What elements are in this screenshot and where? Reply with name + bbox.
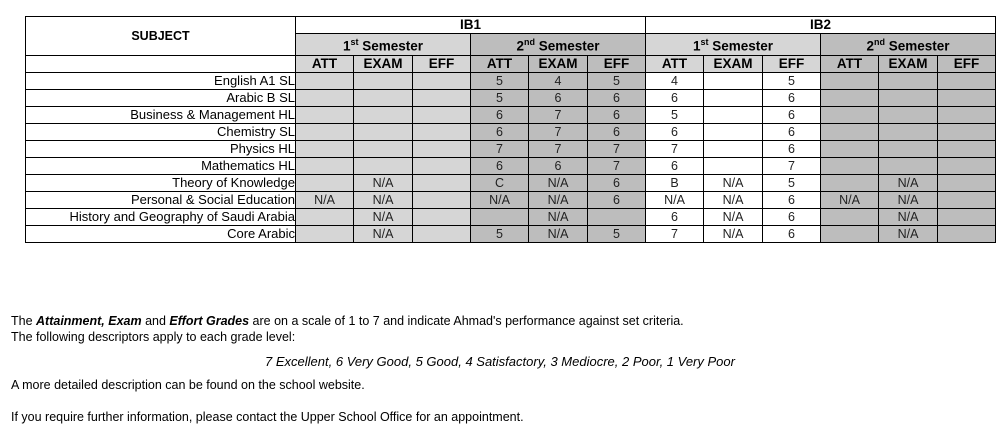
semester-number: 2: [866, 38, 874, 54]
grade-cell: [879, 106, 938, 123]
grade-cell: 6: [471, 123, 529, 140]
grade-cell: 6: [471, 157, 529, 174]
table-row: [26, 123, 996, 140]
semester-ordinal: st: [700, 37, 709, 47]
grade-cell: N/A: [821, 191, 879, 208]
grade-cell: [296, 157, 354, 174]
grade-cell: [938, 174, 996, 191]
semester-header: [821, 34, 996, 56]
grades-table: [25, 16, 996, 243]
column-header: ATT: [471, 55, 529, 72]
grade-cell: 6: [588, 89, 646, 106]
subject-name: Personal & Social Education: [26, 191, 296, 208]
grade-cell: 6: [763, 106, 821, 123]
grade-cell: 7: [529, 123, 588, 140]
column-header: EFF: [588, 55, 646, 72]
subject-name: History and Geography of Saudi Arabia: [26, 208, 296, 225]
grade-cell: [879, 123, 938, 140]
grade-cell: 5: [588, 72, 646, 89]
grade-cell: N/A: [529, 225, 588, 242]
grade-cell: 6: [763, 123, 821, 140]
table-row: [26, 225, 996, 242]
column-header: ATT: [821, 55, 879, 72]
grade-cell: 6: [763, 89, 821, 106]
grade-cell: 7: [588, 157, 646, 174]
grade-cell: 6: [471, 106, 529, 123]
grade-cell: 6: [646, 123, 704, 140]
grade-cell: 7: [588, 140, 646, 157]
grade-cell: [938, 191, 996, 208]
grade-cell: [821, 174, 879, 191]
grade-cell: [879, 89, 938, 106]
grade-cell: N/A: [879, 174, 938, 191]
grade-cell: [296, 208, 354, 225]
grade-cell: [704, 106, 763, 123]
grade-cell: 6: [588, 191, 646, 208]
grade-cell: N/A: [529, 174, 588, 191]
subject-name: Arabic B SL: [26, 89, 296, 106]
grade-cell: 7: [646, 140, 704, 157]
semester-header: [296, 34, 471, 56]
grade-cell: [821, 208, 879, 225]
grade-cell: [821, 140, 879, 157]
grade-cell: N/A: [704, 174, 763, 191]
semester-ordinal: nd: [523, 37, 535, 47]
grade-cell: 6: [529, 89, 588, 106]
grade-cell: N/A: [471, 191, 529, 208]
grade-cell: N/A: [879, 191, 938, 208]
blank-header-cell: [26, 55, 296, 72]
grade-cell: [821, 106, 879, 123]
subject-name: Physics HL: [26, 140, 296, 157]
grade-cell: [296, 140, 354, 157]
grade-cell: [296, 106, 354, 123]
table-row: [26, 89, 996, 106]
grade-cell: 6: [763, 225, 821, 242]
grade-cell: 6: [529, 157, 588, 174]
semester-header: [646, 34, 821, 56]
grade-cell: [413, 123, 471, 140]
grade-cell: [938, 225, 996, 242]
grade-cell: N/A: [879, 225, 938, 242]
grade-cell: [413, 72, 471, 89]
grade-cell: [354, 106, 413, 123]
semester-number: 1: [692, 38, 701, 54]
grade-cell: C: [471, 174, 529, 191]
note-text: are on a scale of 1 to 7 and indicate Ahmad's performance against set criteria.: [249, 314, 684, 328]
grade-cell: N/A: [646, 191, 704, 208]
table-row: [26, 191, 996, 208]
grade-cell: [354, 157, 413, 174]
column-header: EXAM: [529, 55, 588, 72]
grade-cell: N/A: [354, 225, 413, 242]
grade-cell: 6: [763, 208, 821, 225]
grade-cell: [354, 72, 413, 89]
table-row: [26, 140, 996, 157]
grade-cell: 6: [763, 140, 821, 157]
grade-cell: 6: [763, 191, 821, 208]
grade-cell: [413, 225, 471, 242]
grade-cell: [821, 123, 879, 140]
grade-cell: 7: [646, 225, 704, 242]
grade-cell: [938, 123, 996, 140]
website-note: A more detailed description can be found on the school website.: [11, 378, 365, 392]
contact-note: If you require further information, please contact the Upper School Office for an appointment.: [11, 410, 524, 424]
grade-cell: N/A: [879, 208, 938, 225]
grade-cell: 5: [588, 225, 646, 242]
column-header: EXAM: [354, 55, 413, 72]
subject-name: Mathematics HL: [26, 157, 296, 174]
grade-cell: [354, 140, 413, 157]
grade-cell: [879, 72, 938, 89]
grade-cell: 7: [763, 157, 821, 174]
column-header: EXAM: [879, 55, 938, 72]
grade-descriptors: 7 Excellent, 6 Very Good, 5 Good, 4 Satisfactory, 3 Mediocre, 2 Poor, 1 Very Poor: [265, 354, 735, 369]
semester-number: 2: [516, 38, 524, 54]
grade-cell: 7: [529, 140, 588, 157]
grade-cell: [296, 123, 354, 140]
table-row: [26, 72, 996, 89]
grade-cell: [296, 89, 354, 106]
year-header-ib2: IB2: [646, 17, 996, 34]
grade-cell: [938, 72, 996, 89]
note-text: The: [11, 314, 37, 328]
grade-cell: [471, 208, 529, 225]
subject-name: Chemistry SL: [26, 123, 296, 140]
grade-cell: [938, 89, 996, 106]
grade-cell: N/A: [704, 191, 763, 208]
grade-cell: N/A: [704, 208, 763, 225]
grade-cell: [413, 174, 471, 191]
grade-cell: [413, 191, 471, 208]
grade-cell: 5: [471, 89, 529, 106]
semester-label: Semester: [888, 38, 950, 54]
column-header: ATT: [296, 55, 354, 72]
grade-cell: 7: [529, 106, 588, 123]
table-row: [26, 106, 996, 123]
grade-cell: [879, 140, 938, 157]
grade-cell: [413, 106, 471, 123]
grade-cell: 6: [588, 174, 646, 191]
grade-cell: B: [646, 174, 704, 191]
table-row: [26, 174, 996, 191]
grade-cell: 6: [646, 89, 704, 106]
grade-cell: N/A: [354, 174, 413, 191]
year-header-ib1: IB1: [296, 17, 646, 34]
grade-cell: [821, 89, 879, 106]
grade-cell: [704, 72, 763, 89]
semester-ordinal: st: [350, 37, 359, 47]
grade-cell: [296, 174, 354, 191]
grade-cell: [704, 157, 763, 174]
grade-cell: [413, 157, 471, 174]
grade-cell: N/A: [704, 225, 763, 242]
grade-cell: 7: [471, 140, 529, 157]
grade-cell: 6: [588, 106, 646, 123]
grade-cell: [704, 140, 763, 157]
semester-header: [471, 34, 646, 56]
grade-cell: N/A: [529, 208, 588, 225]
grade-cell: [413, 89, 471, 106]
grade-cell: N/A: [354, 191, 413, 208]
grade-cell: [821, 72, 879, 89]
table-row: [26, 157, 996, 174]
grade-cell: 5: [763, 174, 821, 191]
grade-cell: 5: [646, 106, 704, 123]
grade-cell: 6: [646, 208, 704, 225]
grade-cell: 4: [529, 72, 588, 89]
column-header: EXAM: [704, 55, 763, 72]
grade-cell: [821, 157, 879, 174]
grade-cell: N/A: [529, 191, 588, 208]
subject-name: Business & Management HL: [26, 106, 296, 123]
column-header: ATT: [646, 55, 704, 72]
grade-cell: [821, 225, 879, 242]
note-text: and: [141, 314, 170, 328]
note-emphasis: Attainment, Exam: [36, 314, 142, 328]
subject-header: SUBJECT: [26, 17, 296, 56]
subject-name: Core Arabic: [26, 225, 296, 242]
grade-cell: [588, 208, 646, 225]
semester-number: 1: [342, 38, 351, 54]
grade-cell: 5: [471, 225, 529, 242]
descriptor-intro: The following descriptors apply to each grade level:: [11, 330, 296, 344]
grade-cell: 5: [471, 72, 529, 89]
semester-label: Semester: [712, 38, 774, 54]
grade-cell: [879, 157, 938, 174]
column-header: EFF: [413, 55, 471, 72]
grade-cell: [354, 89, 413, 106]
note-emphasis: Effort Grades: [169, 314, 250, 328]
subject-name: Theory of Knowledge: [26, 174, 296, 191]
grade-cell: 5: [763, 72, 821, 89]
grade-cell: [354, 123, 413, 140]
subject-name: English A1 SL: [26, 72, 296, 89]
grade-cell: [938, 106, 996, 123]
grade-scale-note: [11, 314, 684, 328]
grade-cell: [938, 208, 996, 225]
grade-cell: 6: [646, 157, 704, 174]
grade-cell: 6: [588, 123, 646, 140]
grade-cell: [413, 208, 471, 225]
grade-cell: 4: [646, 72, 704, 89]
semester-label: Semester: [538, 38, 600, 54]
grade-cell: [413, 140, 471, 157]
grade-cell: [704, 123, 763, 140]
semester-label: Semester: [362, 38, 424, 54]
grade-cell: [296, 225, 354, 242]
grade-cell: [296, 72, 354, 89]
grade-cell: N/A: [354, 208, 413, 225]
grade-cell: [938, 140, 996, 157]
semester-ordinal: nd: [873, 37, 885, 47]
grade-cell: N/A: [296, 191, 354, 208]
column-header: EFF: [938, 55, 996, 72]
table-row: [26, 208, 996, 225]
column-header: EFF: [763, 55, 821, 72]
grade-cell: [938, 157, 996, 174]
grade-cell: [704, 89, 763, 106]
